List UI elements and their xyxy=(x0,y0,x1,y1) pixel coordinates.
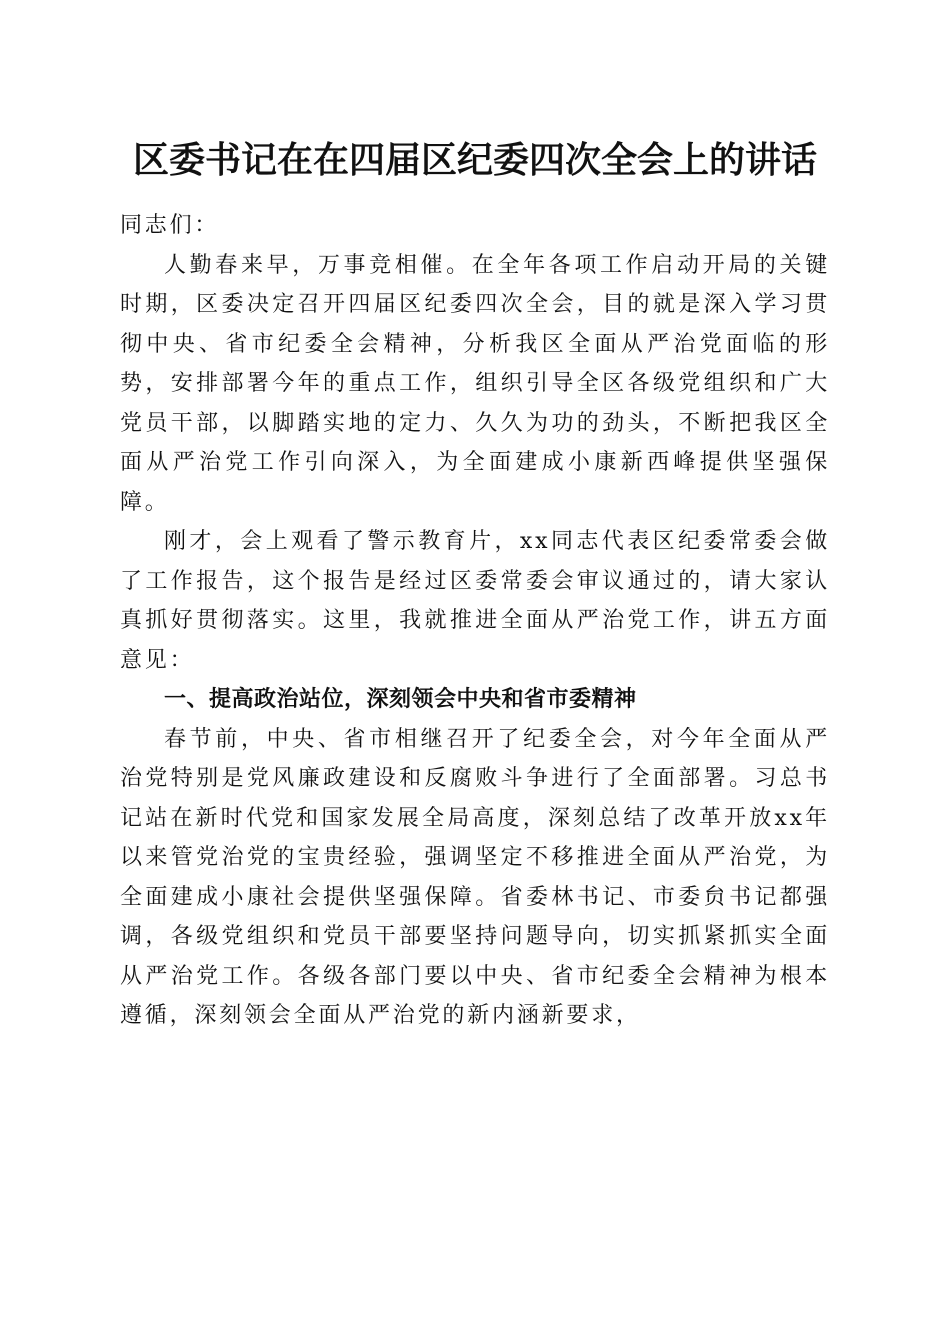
document-body xyxy=(120,206,830,1036)
document-title: 区委书记在在四届区纪委四次全会上的讲话 xyxy=(132,139,817,181)
paragraph-report: 刚才，会上观看了警示教育片，xx同志代表区纪委常委会做了工作报告，这个报告是经过区委常委会审议通过的，请大家认真抓好贯彻落实。这里，我就推进全面从严治党工作，讲五方面意见： xyxy=(120,529,830,673)
salutation: 同志们： xyxy=(120,213,220,238)
paragraph-section-one: 春节前，中央、省市相继召开了纪委全会，对今年全面从严治党特别是党风廉政建设和反腐败斗争进行了全面部署。习总书记站在新时代党和国家发展全局高度，深刻总结了改革开放xx年以来管党治党的宝贵经验，强调坚定不移推进全面从严治党，为全面建成小康社会提供坚强保障。省委林书记、市委贠书记都强调，各级党组织和党员干部要坚持问题导向，切实抓紧抓实全面从严治党工作。各级各部门要以中央、省市纪委全会精神为根本遵循，深刻领会全面从严治党的新内涵新要求， xyxy=(120,726,830,1028)
paragraph-opening: 人勤春来早，万事竞相催。在全年各项工作启动开局的关键时期，区委决定召开四届区纪委四次全会，目的就是深入学习贯彻中央、省市纪委全会精神，分析我区全面从严治党面临的形势，安排部署今年的重点工作，组织引导全区各级党组织和广大党员干部，以脚踏实地的定力、久久为功的劲头，不断把我区全面从严治党工作引向深入，为全面建成小康新西峰提供坚强保障。 xyxy=(120,252,830,515)
section-heading: 一、提高政治站位，深刻领会中央和省市委精神 xyxy=(164,687,637,712)
